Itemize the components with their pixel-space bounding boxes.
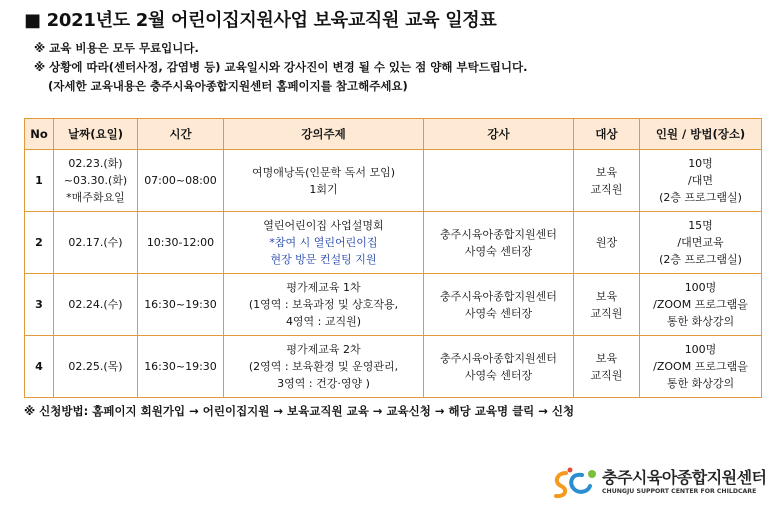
table-row xyxy=(25,336,762,398)
method-line: 15명 xyxy=(688,219,713,232)
header-date: 날짜(요일) xyxy=(54,119,138,150)
topic-highlight-line: 현장 방문 컨설팅 지원 xyxy=(270,253,377,266)
schedule-table xyxy=(24,118,762,398)
topic-line: 평가제교육 1차 xyxy=(286,281,361,294)
header-target: 대상 xyxy=(574,119,640,150)
row-time: 16:30~19:30 xyxy=(138,336,224,398)
row-no: 1 xyxy=(25,150,54,212)
table-row xyxy=(25,212,762,274)
topic-highlight-line: *참여 시 열린어린이집 xyxy=(269,236,378,249)
row-topic xyxy=(224,274,424,336)
instructor-line: 충주시육아종합지원센터 xyxy=(440,227,557,241)
topic-line: 1회기 xyxy=(309,182,338,196)
target-line: 원장 xyxy=(595,236,618,249)
method-line: /ZOOM 프로그램을 xyxy=(653,360,748,373)
topic-line: 4영역 : 교직원) xyxy=(285,315,362,328)
row-instructor xyxy=(424,336,574,398)
method-line: 통한 화상강의 xyxy=(666,377,735,390)
topic-line: 여명애낭독(인문학 독서 모임) xyxy=(251,165,396,179)
target-line: 교직원 xyxy=(590,306,623,320)
table-row xyxy=(25,150,762,212)
method-line: (2층 프로그램실) xyxy=(659,191,742,204)
row-target xyxy=(574,274,640,336)
row-date xyxy=(54,150,138,212)
instructor-line: 사영숙 센터장 xyxy=(464,368,533,382)
row-target xyxy=(574,150,640,212)
header-method: 인원 / 방법(장소) xyxy=(640,119,762,150)
date-line: 02.24.(수) xyxy=(68,298,123,311)
topic-line: 3영역 : 건강·영양 ) xyxy=(277,377,370,390)
row-instructor xyxy=(424,212,574,274)
topic-line: (2영역 : 보육환경 및 운영관리, xyxy=(248,360,399,373)
target-line: 보육 xyxy=(595,289,618,303)
row-target xyxy=(574,212,640,274)
target-line: 교직원 xyxy=(590,368,623,382)
instructor-line: 사영숙 센터장 xyxy=(464,306,533,320)
date-line: *매주화요일 xyxy=(66,191,125,204)
header-time: 시간 xyxy=(138,119,224,150)
swirl-logo-icon xyxy=(552,467,598,499)
target-line: 보육 xyxy=(595,351,618,365)
method-line: /ZOOM 프로그램을 xyxy=(653,298,748,311)
notice-free-cost: ※ 교육 비용은 모두 무료입니다. xyxy=(34,41,199,55)
row-topic xyxy=(224,150,424,212)
method-line: 100명 xyxy=(684,343,717,356)
topic-line: (1영역 : 보육과정 및 상호작용, xyxy=(248,298,399,311)
notice-schedule-change: ※ 상황에 따라(센터사정, 감염병 등) 교육일시와 강사진이 변경 될 수 있는 점 양해 부탁드립니다. xyxy=(34,60,528,74)
method-line: 통한 화상강의 xyxy=(666,315,735,328)
table-header-row xyxy=(25,119,762,150)
date-line: 02.23.(화) xyxy=(68,157,123,170)
topic-line: 평가제교육 2차 xyxy=(286,343,361,356)
row-time: 16:30~19:30 xyxy=(138,274,224,336)
date-line: 02.25.(목) xyxy=(68,360,123,373)
row-no: 3 xyxy=(25,274,54,336)
logo-center-name: 충주시육아종합지원센터 xyxy=(602,468,767,487)
method-line: (2층 프로그램실) xyxy=(659,253,742,266)
row-method xyxy=(640,150,762,212)
date-line: 02.17.(수) xyxy=(68,236,123,249)
row-no: 4 xyxy=(25,336,54,398)
application-method-note: ※ 신청방법: 홈페이지 회원가입 → 어린이집지원 → 보육교직원 교육 → 교육신청 → 해당 교육명 클릭 → 신청 xyxy=(24,404,575,418)
date-line: ~03.30.(화) xyxy=(63,174,128,187)
row-method xyxy=(640,336,762,398)
header-instructor: 강사 xyxy=(424,119,574,150)
notice-homepage-reference: (자세한 교육내용은 충주시육아종합지원센터 홈페이지를 참고해주세요) xyxy=(48,79,408,93)
row-date xyxy=(54,212,138,274)
row-instructor xyxy=(424,274,574,336)
logo-center-subtitle: CHUNGJU SUPPORT CENTER FOR CHILDCARE xyxy=(602,488,757,495)
method-line: 10명 xyxy=(688,157,713,170)
row-method xyxy=(640,212,762,274)
header-no: No xyxy=(25,119,54,150)
row-topic xyxy=(224,212,424,274)
method-line: /대면 xyxy=(688,174,713,187)
instructor-line: 사영숙 센터장 xyxy=(464,244,533,258)
notice-list xyxy=(34,39,528,96)
center-logo xyxy=(552,465,767,501)
row-time: 07:00~08:00 xyxy=(138,150,224,212)
page-title: ■ 2021년도 2월 어린이집지원사업 보육교직원 교육 일정표 xyxy=(24,10,497,31)
row-date xyxy=(54,336,138,398)
instructor-line: 충주시육아종합지원센터 xyxy=(440,289,557,303)
method-line: /대면교육 xyxy=(677,236,724,249)
instructor-line: 충주시육아종합지원센터 xyxy=(440,351,557,365)
row-topic xyxy=(224,336,424,398)
row-time: 10:30-12:00 xyxy=(138,212,224,274)
row-method xyxy=(640,274,762,336)
row-target xyxy=(574,336,640,398)
table-row xyxy=(25,274,762,336)
target-line: 교직원 xyxy=(590,182,623,196)
method-line: 100명 xyxy=(684,281,717,294)
row-date xyxy=(54,274,138,336)
target-line: 보육 xyxy=(595,165,618,179)
row-instructor xyxy=(424,150,574,212)
topic-line: 열린어린이집 사업설명회 xyxy=(263,219,384,232)
header-topic: 강의주제 xyxy=(224,119,424,150)
row-no: 2 xyxy=(25,212,54,274)
